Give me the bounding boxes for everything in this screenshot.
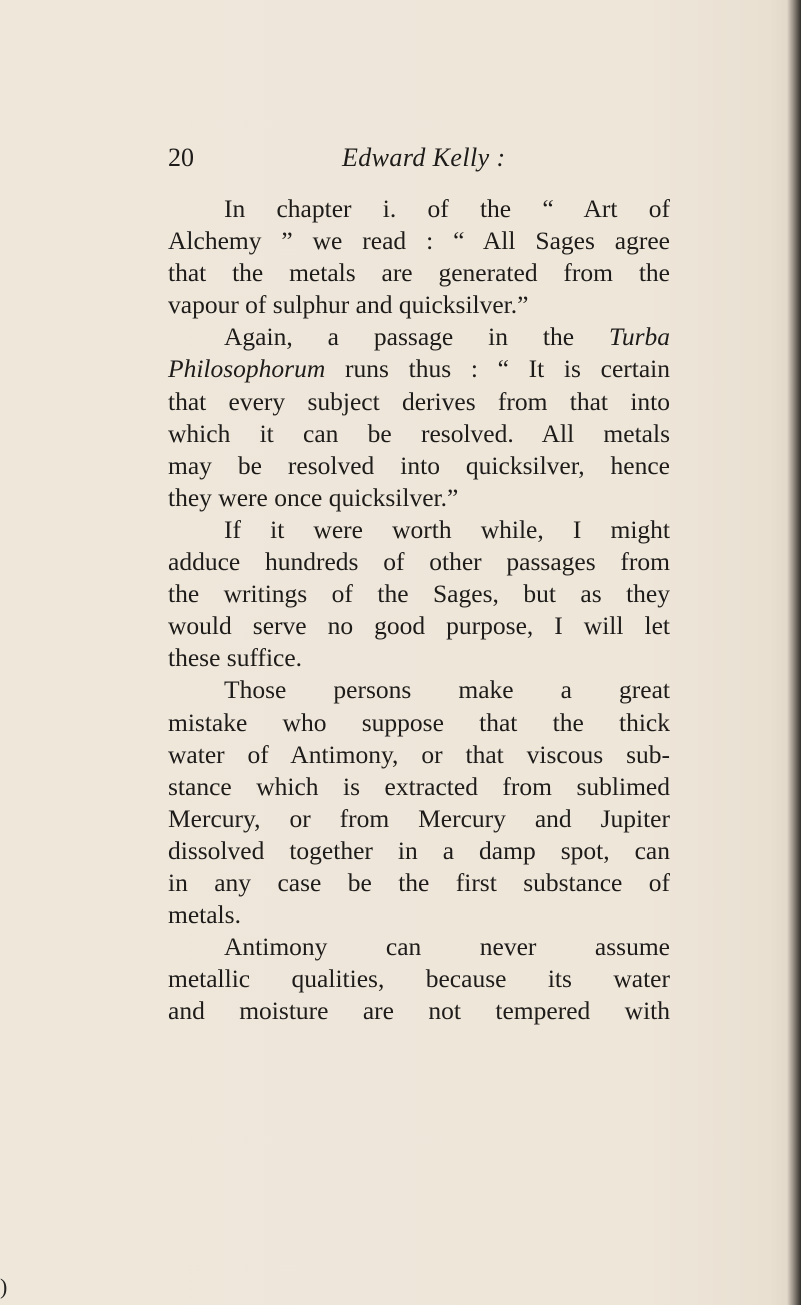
text-line: water of Antimony, or that viscous sub- xyxy=(168,739,670,769)
page-edge-shadow xyxy=(787,0,801,1305)
text-line: stance which is extracted from sublimed xyxy=(168,771,670,801)
text-line xyxy=(168,353,670,385)
text-line: they were once quicksilver.” xyxy=(168,482,459,512)
text-line: Antimony can never assume xyxy=(224,932,670,962)
body-text xyxy=(168,193,670,1027)
text-line: adduce hundreds of other passages from xyxy=(168,547,670,577)
running-title: Edward Kelly : xyxy=(342,143,506,172)
text-line: dissolved together in a damp spot, can xyxy=(168,835,670,865)
page-number: 20 xyxy=(168,143,194,172)
text-line: these suffice. xyxy=(168,643,303,673)
text-line: In chapter i. of the “ Art of xyxy=(224,194,670,223)
text-line: would serve no good purpose, I will let xyxy=(168,611,670,641)
text-line: metallic qualities, because its water xyxy=(168,964,670,994)
text-line: that the metals are generated from the xyxy=(168,258,670,288)
text-fragment: Again, a passage in the xyxy=(224,322,575,352)
text-line: may be resolved into quicksilver, hence xyxy=(168,450,670,480)
text-line: and moisture are not tempered with xyxy=(168,996,670,1026)
text-line: in any case be the first substance of xyxy=(168,867,670,897)
text-line: that every subject derives from that into xyxy=(168,386,670,416)
text-line: Those persons make a great xyxy=(224,675,670,705)
text-line: Alchemy ” we read : “ All Sages agree xyxy=(168,226,670,256)
italic-title-fragment: Philosophorum xyxy=(168,354,326,384)
text-line: If it were worth while, I might xyxy=(224,514,670,544)
italic-title-fragment: Turba xyxy=(609,322,670,352)
text-line: vapour of sulphur and quicksilver.” xyxy=(168,290,529,320)
text-line: mistake who suppose that the thick xyxy=(168,707,670,737)
text-fragment: runs thus : “ It is certain xyxy=(344,354,671,384)
text-line: which it can be resolved. All metals xyxy=(168,418,670,448)
text-line xyxy=(168,321,670,353)
margin-mark: ) xyxy=(0,1274,8,1299)
text-line: metals. xyxy=(168,900,241,930)
running-header xyxy=(168,143,668,177)
text-line: the writings of the Sages, but as they xyxy=(168,579,670,609)
text-line: Mercury, or from Mercury and Jupiter xyxy=(168,803,670,833)
